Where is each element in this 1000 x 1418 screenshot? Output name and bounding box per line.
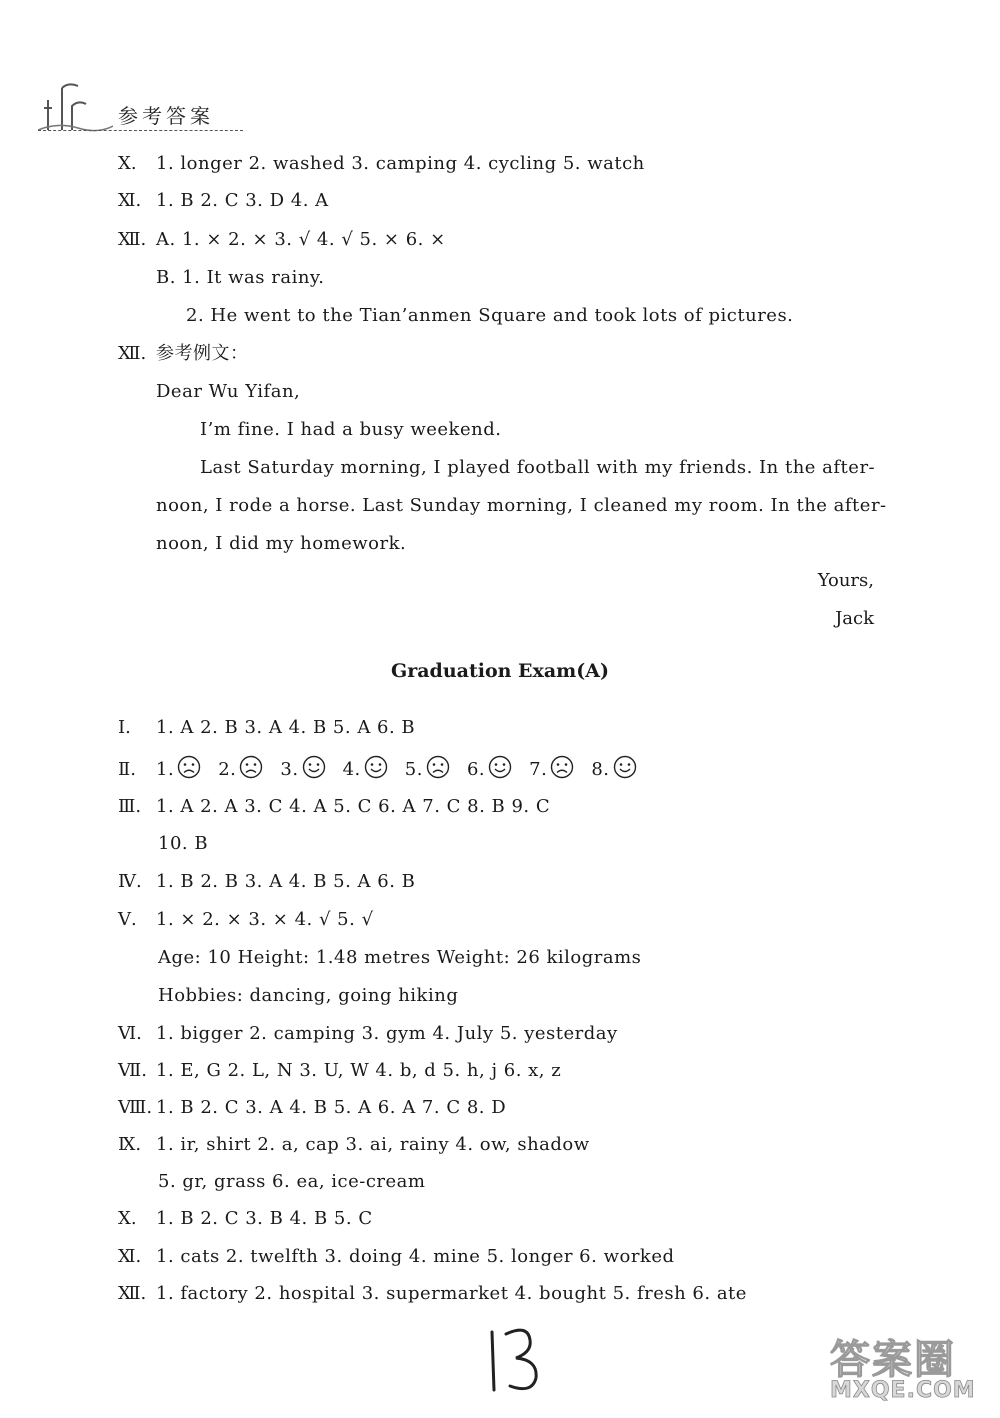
question-number: Ⅺ. xyxy=(118,1246,142,1267)
question-number: Ⅹ. xyxy=(118,1208,137,1229)
answer-text: 1. longer 2. washed 3. camping 4. cycling 5. watch xyxy=(156,153,645,174)
face-answer-label: 6. xyxy=(466,759,486,780)
answer-text: 1. B 2. C 3. B 4. B 5. C xyxy=(156,1208,373,1229)
face-answer-label: 8. xyxy=(591,759,610,780)
question-number: Ⅱ. xyxy=(118,759,136,780)
question-number: Ⅳ. xyxy=(118,871,142,892)
question-number: Ⅻ. xyxy=(118,229,147,250)
question-number: Ⅶ. xyxy=(118,1060,147,1081)
letter-closing: Yours, xyxy=(817,570,874,591)
letter-paragraph: I’m fine. I had a busy weekend. xyxy=(200,419,502,440)
face-answer-label: 5. xyxy=(404,759,423,780)
exam-title: Graduation Exam(A) xyxy=(391,660,609,682)
answer-line: Hobbies: dancing, going hiking xyxy=(158,985,459,1006)
question-number: Ⅸ. xyxy=(118,1134,142,1155)
question-number: Ⅷ. xyxy=(118,1097,153,1118)
answer-text: 1. × 2. × 3. × 4. √ 5. √ xyxy=(156,909,374,930)
happy-face-icon xyxy=(488,755,512,779)
answer-text: 1. E, G 2. L, N 3. U, W 4. b, d 5. h, j 6. x, z xyxy=(156,1060,562,1081)
letter-signature: Jack xyxy=(835,608,874,629)
letter-paragraph: Last Saturday morning, I played football with my friends. In the after- xyxy=(200,457,876,478)
answer-line xyxy=(118,1133,590,1157)
header-rule xyxy=(38,130,243,131)
answer-line: 10. B xyxy=(158,833,209,854)
question-number: Ⅰ. xyxy=(118,717,131,738)
sad-face-icon xyxy=(239,755,263,779)
answer-line: Age: 10 Height: 1.48 metres Weight: 26 kilograms xyxy=(158,947,642,968)
answer-text: 1. factory 2. hospital 3. supermarket 4. bought 5. fresh 6. ate xyxy=(156,1283,747,1304)
face-answer-label: 3. xyxy=(280,759,299,780)
answer-text: 1. B 2. C 3. A 4. B 5. A 6. A 7. C 8. D xyxy=(156,1097,507,1118)
face-answer-item xyxy=(405,759,453,780)
sad-face-icon xyxy=(550,755,574,779)
answer-text: 1. cats 2. twelfth 3. doing 4. mine 5. longer 6. worked xyxy=(156,1246,675,1267)
face-answer-label: 4. xyxy=(342,759,361,780)
face-answer-label: 1. xyxy=(156,759,175,780)
face-answer-label: 2. xyxy=(218,759,237,780)
watermark-url: MXQE.COM xyxy=(830,1378,976,1403)
watermark-logo xyxy=(830,1328,995,1408)
answer-line xyxy=(118,1022,618,1046)
page-number-handwriting xyxy=(480,1320,560,1400)
face-answer-item xyxy=(529,759,577,780)
answer-line xyxy=(118,716,415,740)
page-header xyxy=(38,78,248,138)
answer-text: 1. ir, shirt 2. a, cap 3. ai, rainy 4. ow, shadow xyxy=(156,1134,590,1155)
answer-text: 1. B 2. B 3. A 4. B 5. A 6. B xyxy=(156,871,416,892)
watermark-title: 答案圈 xyxy=(830,1337,956,1383)
face-answer-item xyxy=(280,759,328,780)
face-answer-item xyxy=(218,759,266,780)
answer-text: 1. A 2. B 3. A 4. B 5. A 6. B xyxy=(156,717,416,738)
answer-line xyxy=(118,152,645,176)
face-answer-label: 7. xyxy=(529,759,548,780)
answer-line xyxy=(118,228,446,252)
answer-line xyxy=(118,908,374,932)
letter-greeting: Dear Wu Yifan, xyxy=(156,381,301,402)
answer-text: 1. B 2. C 3. D 4. A xyxy=(156,190,329,211)
answer-line: 5. gr, grass 6. ea, ice-cream xyxy=(158,1171,426,1192)
answer-line xyxy=(118,870,415,894)
answer-text: 1. bigger 2. camping 3. gym 4. July 5. yesterday xyxy=(156,1023,618,1044)
faces-answers xyxy=(156,759,654,780)
happy-face-icon xyxy=(364,755,388,779)
header-decoration-icon xyxy=(38,78,113,138)
happy-face-icon xyxy=(613,755,637,779)
answer-line xyxy=(118,1059,561,1083)
answer-line xyxy=(118,1207,373,1231)
question-number: Ⅴ. xyxy=(118,909,137,930)
answer-line: B. 1. It was rainy. xyxy=(156,267,325,288)
letter-paragraph: noon, I rode a horse. Last Sunday morning, I cleaned my room. In the after- xyxy=(156,495,887,516)
answer-line-faces xyxy=(118,755,654,782)
face-answer-item xyxy=(156,759,204,780)
page-number-text: 13 xyxy=(480,1320,482,1321)
question-number: Ⅲ. xyxy=(118,796,142,817)
answer-text: 1. A 2. A 3. C 4. A 5. C 6. A 7. C 8. B 9. C xyxy=(156,796,551,817)
answer-line xyxy=(118,189,329,213)
question-number: Ⅻ. xyxy=(118,1283,147,1304)
answer-text: A. 1. × 2. × 3. √ 4. √ 5. × 6. × xyxy=(156,229,446,250)
letter-paragraph: noon, I did my homework. xyxy=(156,533,407,554)
page-number xyxy=(480,1320,560,1400)
face-answer-item xyxy=(467,759,515,780)
sample-essay-label: 参考例文： xyxy=(156,343,249,364)
answer-line xyxy=(118,342,249,366)
header-title: 参考答案 xyxy=(118,104,214,128)
face-answer-item xyxy=(343,759,391,780)
sad-face-icon xyxy=(177,755,201,779)
question-number: Ⅺ. xyxy=(118,190,142,211)
question-number: Ⅻ. xyxy=(118,343,147,364)
answer-line xyxy=(118,1245,675,1269)
sad-face-icon xyxy=(426,755,450,779)
answer-line: 2. He went to the Tian’anmen Square and took lots of pictures. xyxy=(186,305,794,326)
happy-face-icon xyxy=(302,755,326,779)
face-answer-item xyxy=(591,759,639,780)
answer-line xyxy=(118,1096,506,1120)
answer-line xyxy=(118,1282,747,1306)
answer-line xyxy=(118,795,550,819)
question-number: Ⅵ. xyxy=(118,1023,142,1044)
question-number: Ⅹ. xyxy=(118,153,137,174)
